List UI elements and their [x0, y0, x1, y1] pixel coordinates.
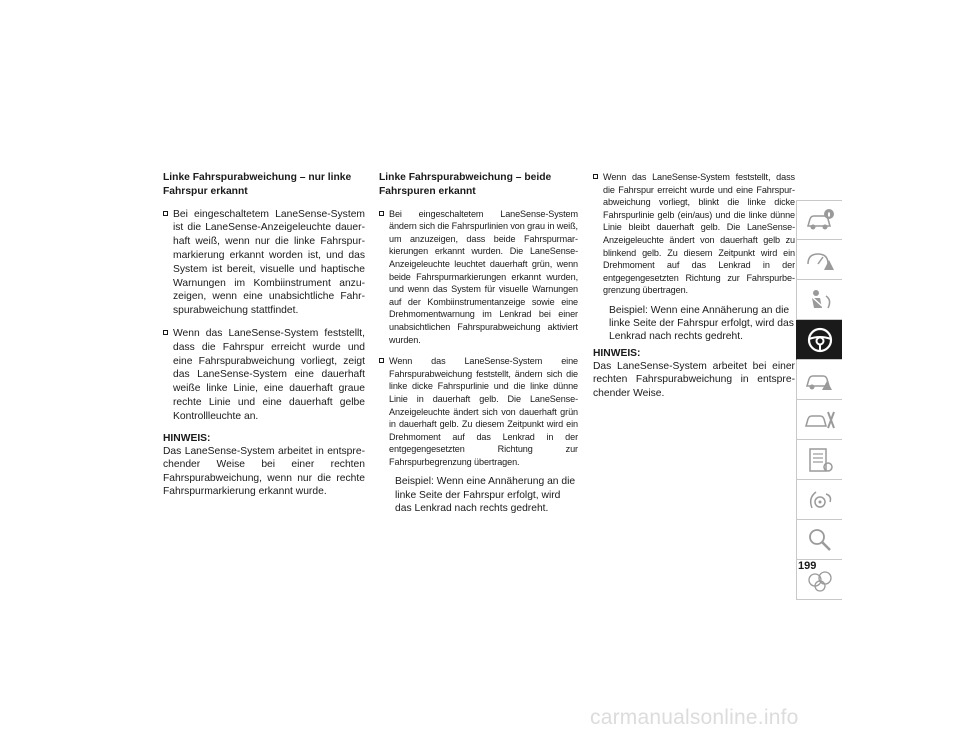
bullet-square-icon — [163, 330, 168, 335]
chapter-tab-specifications[interactable] — [796, 440, 842, 480]
bullet-text: Wenn das LaneSense-System eine Fahrspurabweichung feststellt, ändern sich die linke dicke Fahrspurlinie und die linke dünne Linie in dauerhaft gelb. Die LaneSense-Anzeigeleuchte ändert sich von dauerhaft grün in dauerhaft gelb. Zu diesem Zeitpunkt wird ein Drehmoment auf das Lenkrad in der entgegengesetzten Richtung zur Fahrspurbegrenzung übertragen. — [389, 356, 578, 467]
note-heading: HINWEIS: — [163, 432, 211, 444]
bullet-square-icon — [379, 211, 384, 216]
multimedia-icon — [804, 486, 836, 514]
safety-seatbelt-icon — [804, 286, 836, 314]
column-right — [593, 171, 795, 400]
car-info-icon — [804, 206, 836, 234]
car-emergency-icon — [804, 366, 836, 394]
bullet-square-icon — [379, 358, 384, 363]
bullet-text: Wenn das LaneSense-System feststellt, dass die Fahrspur erreicht wurde und eine Fahrspurabweichung vorliegt, blinkt die linke dicke Fahrspurlinie gelb (ein/aus) und die linke dünne Linie bleibt dauerhaft gelb. Die LaneSense-Anzeigeleuchte ändert von dauerhaft gelb zu blinkend gelb. Zu diesem Zeitpunkt wird ein Drehmoment auf das Lenkrad in der entgegengesetzten Richtung zur Fahrspurbegrenzung übertragen. — [603, 172, 795, 296]
chapter-tab-dashboard[interactable] — [796, 240, 842, 280]
bullet-text: Bei eingeschaltetem LaneSense-System ändern sich die Fahrspurlinien von grau in weiß, um anzuzeigen, dass beide Fahrspurmarkierungen erkannt wurden. Die LaneSense-Anzeigeleuchte leuchtet dauerhaft grün, wenn beide Fahrspurmarkierungen erkannt wurden, und wenn das System für visuelle Warnungen auf der Kombiinstrumentanzeige sowie eine Drehmomentwarnung im Lenkrad bei einer unabsichtlichen Fahrspurabweichung aktiviert wurden. — [389, 208, 578, 345]
watermark: carmanualsonline.info — [590, 706, 799, 729]
dashboard-warning-icon — [804, 246, 836, 274]
bullet-item — [593, 171, 795, 297]
section-heading-both-lanes: Linke Fahrspurabweichung – beide Fahrspuren erkannt — [379, 172, 552, 197]
note-body: Das LaneSense-System arbeitet in entsprechender Weise bei einer rechten Fahrspurabweichung, wenn nur die rechte Fahrspurmarkierung erkannt wurde. — [163, 446, 365, 497]
chapter-tab-driving-operation[interactable] — [796, 320, 842, 360]
chapter-tab-service[interactable] — [796, 400, 842, 440]
chapter-tab-multimedia[interactable] — [796, 480, 842, 520]
column-middle — [379, 171, 578, 515]
specifications-list-icon — [804, 446, 836, 474]
chapter-tab-safety[interactable] — [796, 280, 842, 320]
bullet-text: Wenn das LaneSense-System feststellt, dass die Fahrspur erreicht wurde und eine Fahrspurabweichung vorliegt, zeigt das LaneSense-System eine dauerhaft weiße linke Linie, eine dauerhaft graue rechte Linie und eine dauerhaft gelbe Kontrollleuchte an. — [173, 327, 365, 422]
bullet-item — [163, 208, 365, 318]
bullet-item — [379, 355, 578, 468]
bullet-item — [163, 327, 365, 424]
service-tools-icon — [804, 406, 836, 434]
section-heading-left-only: Linke Fahrspurabweichung – nur linke Fahrspur erkannt — [163, 172, 352, 197]
example-text: Beispiel: Wenn eine Annäherung an die linke Seite der Fahrspur erfolgt, wird das Lenkrad nach rechts gedreht. — [609, 304, 794, 343]
steering-wheel-icon — [804, 326, 836, 354]
column-left — [163, 171, 365, 498]
page-number: 199 — [798, 560, 817, 572]
bullet-square-icon — [593, 174, 598, 179]
bullet-item — [379, 208, 578, 347]
bullet-square-icon — [163, 211, 168, 216]
example-text: Beispiel: Wenn eine Annäherung an die linke Seite der Fahrspur erfolgt, wird das Lenkrad nach rechts gedreht. — [395, 476, 576, 514]
chapter-tab-vehicle-info[interactable] — [796, 200, 842, 240]
chapter-tab-index[interactable] — [796, 520, 842, 560]
chapter-tab-emergency[interactable] — [796, 360, 842, 400]
index-search-icon — [804, 526, 836, 554]
note-body: Das LaneSense-System arbeitet bei einer rechten Fahrspurabweichung in entsprechender Weise. — [593, 361, 795, 399]
note-heading: HINWEIS: — [593, 347, 641, 359]
chapter-tab-sidebar — [796, 200, 842, 600]
bullet-text: Bei eingeschaltetem LaneSense-System ist die LaneSense-Anzeigeleuchte dauerhaft weiß, wenn nur die linke Fahrspurmarkierung erkannt worden ist, und das System ist bereit, visuelle und haptische Warnungen im Kombiinstrument anzuzeigen, wenn eine unabsichtliche Fahrspurabweichung stattfindet. — [173, 208, 365, 317]
